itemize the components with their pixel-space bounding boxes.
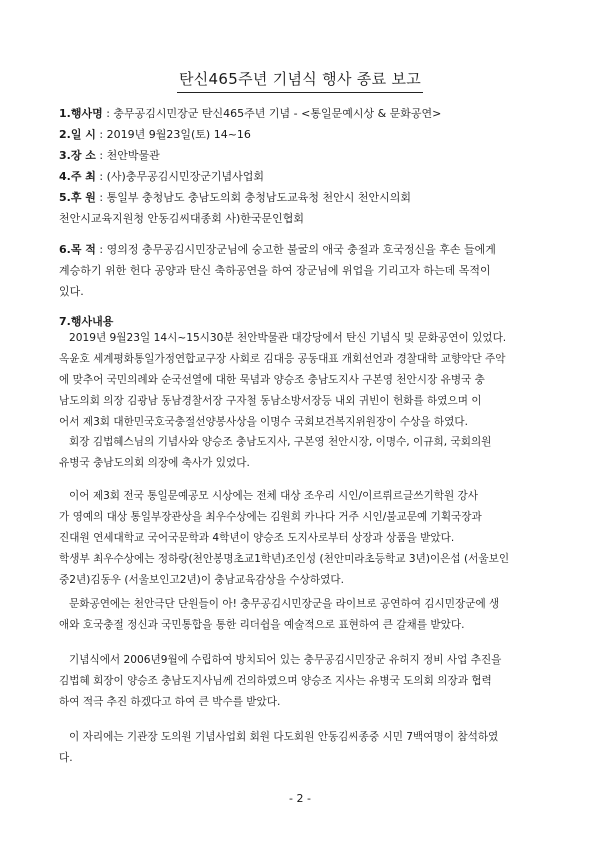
p5-line-2: 김법혜 회장이 양승조 충남도지사님께 건의하였으며 양승조 지사는 유병국 도의회 의장과 협력 [59,675,492,687]
content-heading-row [59,314,113,329]
p3-line-1: 이어 제3회 전국 통일문예공모 시상에는 전체 대상 조우리 시인/이르뤼르글쓰기학원 강사 [69,490,479,502]
value-date: 2019년 9월23일(토) 14~16 [106,128,251,141]
label-place: 3.장 소 [59,149,96,162]
value-purpose-3: 있다. [59,285,84,298]
value-sponsor: 통일부 충청남도 충남도의회 충청남도교육청 천안시 천안시의회 [106,191,412,204]
item-sponsor: 5.후 원 : 통일부 충청남도 충남도의회 충청남도교육청 천안시 천안시의회 [59,191,412,204]
item-place: 3.장 소 : 천안박물관 [59,149,160,162]
label-purpose: 6.목 적 [59,243,96,256]
p2-line-1: 회장 김법혜스님의 기념사와 양승조 충남도지사, 구본영 천안시장, 이명수, 이규희, 국회의원 [69,436,492,448]
document-title: 탄신465주년 기념식 행사 종료 보고 [177,68,423,93]
p3-line-3: 진대원 연세대학교 국어국문학과 4학년이 양승조 도지사로부터 상장과 상품을 받았다. [59,532,455,544]
p5-line-3: 하여 적극 추진 하겠다고 하여 큰 박수를 받았다. [59,696,281,708]
p1-line-4: 남도의회 의장 김광남 동남경찰서장 구자철 동남소방서장등 내외 귀빈이 헌화를 하였으며 이 [59,395,482,407]
paragraph-1 [59,328,539,433]
p5-line-1: 기념식에서 2006년9월에 수립하여 방치되어 있는 충무공김시민장군 유허지 정비 사업 추진을 [69,654,502,666]
p3-line-4: 학생부 최우수상에는 정하랑(천안봉명초교1학년)조인성 (천안미라초등학교 3년)이은섭 (서울보인 [59,553,510,565]
item-purpose-cont [59,263,491,278]
value-host: (사)충무공김시민장군기념사업회 [106,170,264,183]
item-sponsor-cont [59,211,304,226]
p1-line-3: 에 맞추어 국민의례와 순국선열에 대한 묵념과 양승조 충남도지사 구본영 천안시장 유병국 충 [59,374,485,386]
p1-line-2: 옥윤호 세계평화통일가정연합교구장 사회로 김대응 공동대표 개회선언과 경찰대학 교향악단 주악 [59,353,506,365]
item-purpose-cont2 [59,284,84,299]
page-number: - 2 - [289,792,311,805]
value-event-name: 충무공김시민장군 탄신465주년 기념 - <통일문예시상 & 문화공연> [113,107,442,120]
content-heading: 7.행사내용 [59,315,114,328]
label-sponsor: 5.후 원 [59,191,96,204]
paragraph-4 [59,594,539,636]
paragraph-2 [59,432,539,474]
p3-line-2: 가 영예의 대상 통일부장관상을 최우수상에는 김원희 카나다 거주 시인/불교문예 기획국장과 [59,511,482,523]
label-host: 4.주 최 [59,170,96,183]
paragraph-5 [59,650,539,713]
title-container [0,68,600,93]
p1-line-1: 2019년 9월23일 14시~15시30분 천안박물관 대강당에서 탄신 기념식 및 문화공연이 있었다. [69,332,507,344]
label-date: 2.일 시 [59,128,96,141]
item-host: 4.주 최 : (사)충무공김시민장군기념사업회 [59,170,264,183]
item-purpose: 6.목 적 : 영의정 충무공김시민장군님에 숭고한 불굴의 애국 충절과 호국정신을 후손 들에게 [59,243,496,256]
value-purpose-2: 계승하기 위한 헌다 공양과 탄신 축하공연을 하여 장군님에 위업을 기리고자 하는데 목적이 [59,264,491,277]
p4-line-2: 애와 호국충절 정신과 국민통합을 통한 리더쉽을 예술적으로 표현하여 큰 갈채를 받았다. [59,619,465,631]
p1-line-5: 어서 제3회 대한민국호국충절선양봉사상을 이명수 국회보건복지위원장이 수상을 하였다. [59,416,468,428]
paragraph-6 [59,727,539,769]
value-place: 천안박물관 [106,149,160,162]
p6-line-1: 이 자리에는 기관장 도의원 기념사업회 회원 다도회원 안동김씨종중 시민 7백여명이 참석하였 [69,731,499,743]
p2-line-2: 유병국 충남도의회 의장에 축사가 있었다. [59,457,250,469]
value-purpose-1: 영의정 충무공김시민장군님에 숭고한 불굴의 애국 충절과 호국정신을 후손 들에게 [106,243,496,256]
label-event-name: 1.행사명 [59,107,103,120]
p6-line-2: 다. [59,752,73,764]
item-date: 2.일 시 : 2019년 9월23일(토) 14~16 [59,128,251,141]
p4-line-1: 문화공연에는 천안극단 단원들이 아! 충무공김시민장군을 라이브로 공연하여 김시민장군에 생 [69,598,500,610]
value-sponsor-2: 천안시교육지원청 안동김씨대종회 사)한국문인협회 [59,212,305,225]
item-event-name: 1.행사명 : 충무공김시민장군 탄신465주년 기념 - <통일문예시상 & 문화공연> [59,107,442,120]
paragraph-3 [59,486,539,591]
p3-line-5: 중2년)김동우 (서울보인고2년)이 충남교육감상을 수상하였다. [59,574,344,586]
